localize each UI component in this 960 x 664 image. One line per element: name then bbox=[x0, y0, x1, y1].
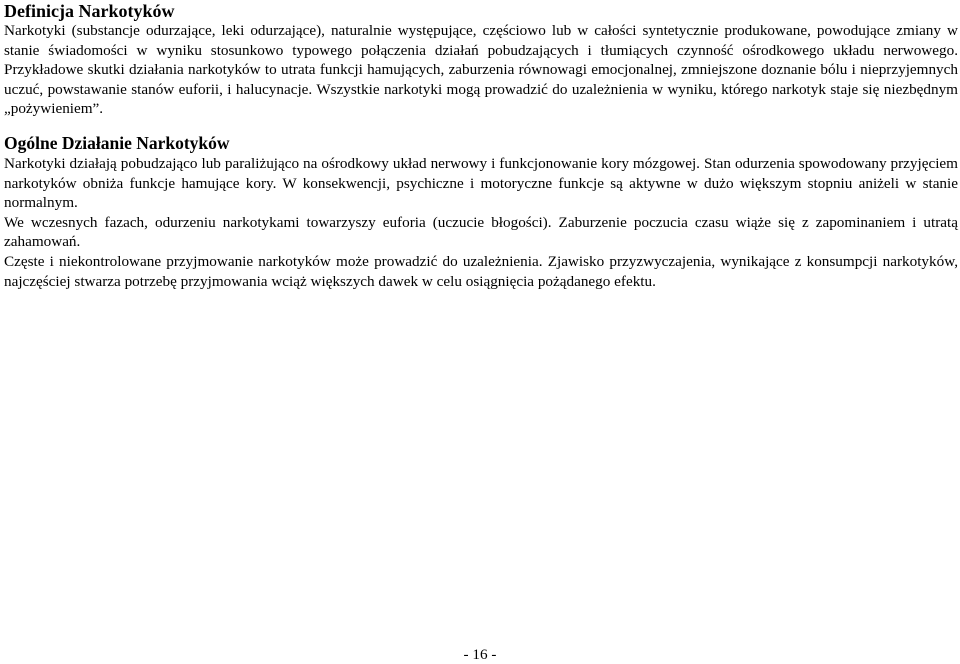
general-effects-paragraph-3: Częste i niekontrolowane przyjmowanie narkotyków może prowadzić do uzależnienia. Zjawisko przyzwyczajenia, wynikające z konsumpcji narkotyków, najczęściej stwarza potrzebę przyjmowania wciąż większych dawek w celu osiągnięcia pożądanego efektu. bbox=[4, 252, 958, 290]
page-number-footer bbox=[0, 646, 960, 664]
definition-paragraph: Narkotyki (substancje odurzające, leki odurzające), naturalnie występujące, częściowo lub w całości syntetycznie produkowane, powodujące zmiany w stanie świadomości w wyniku stosunkowo typowego połączenia działań pobudzających i tłumiących czynność ośrodkowego układu nerwowego. Przykładowe skutki działania narkotyków to utrata funkcji hamujących, zaburzenia równowagi emocjonalnej, zmniejszone doznanie bólu i nieprzyjemnych uczuć, powstawanie stanów euforii, i halucynacje. Wszystkie narkotyki mogą prowadzić do uzależnienia w wyniku, którego narkotyk staje się niezbędnym „pożywieniem”. bbox=[4, 22, 958, 118]
page-number: - 16 - bbox=[463, 646, 497, 663]
document-page bbox=[4, 0, 958, 291]
section-heading-definition: Definicja Narkotyków bbox=[4, 1, 175, 21]
section-heading-general-effects: Ogólne Działanie Narkotyków bbox=[4, 132, 230, 153]
general-effects-paragraph-1: Narkotyki działają pobudzająco lub paraliżująco na ośrodkowy układ nerwowy i funkcjonowanie kory mózgowej. Stan odurzenia spowodowany przyjęciem narkotyków obniża funkcje hamujące kory. W konsekwencji, psychiczne i motoryczne funkcje są aktywne w dużo większym stopniu aniżeli w stanie normalnym. bbox=[4, 154, 958, 212]
general-effects-paragraph-2: We wczesnych fazach, odurzeniu narkotykami towarzyszy euforia (uczucie błogości). Zaburzenie poczucia czasu wiąże się z zapominaniem i utratą zahamowań. bbox=[4, 213, 958, 251]
